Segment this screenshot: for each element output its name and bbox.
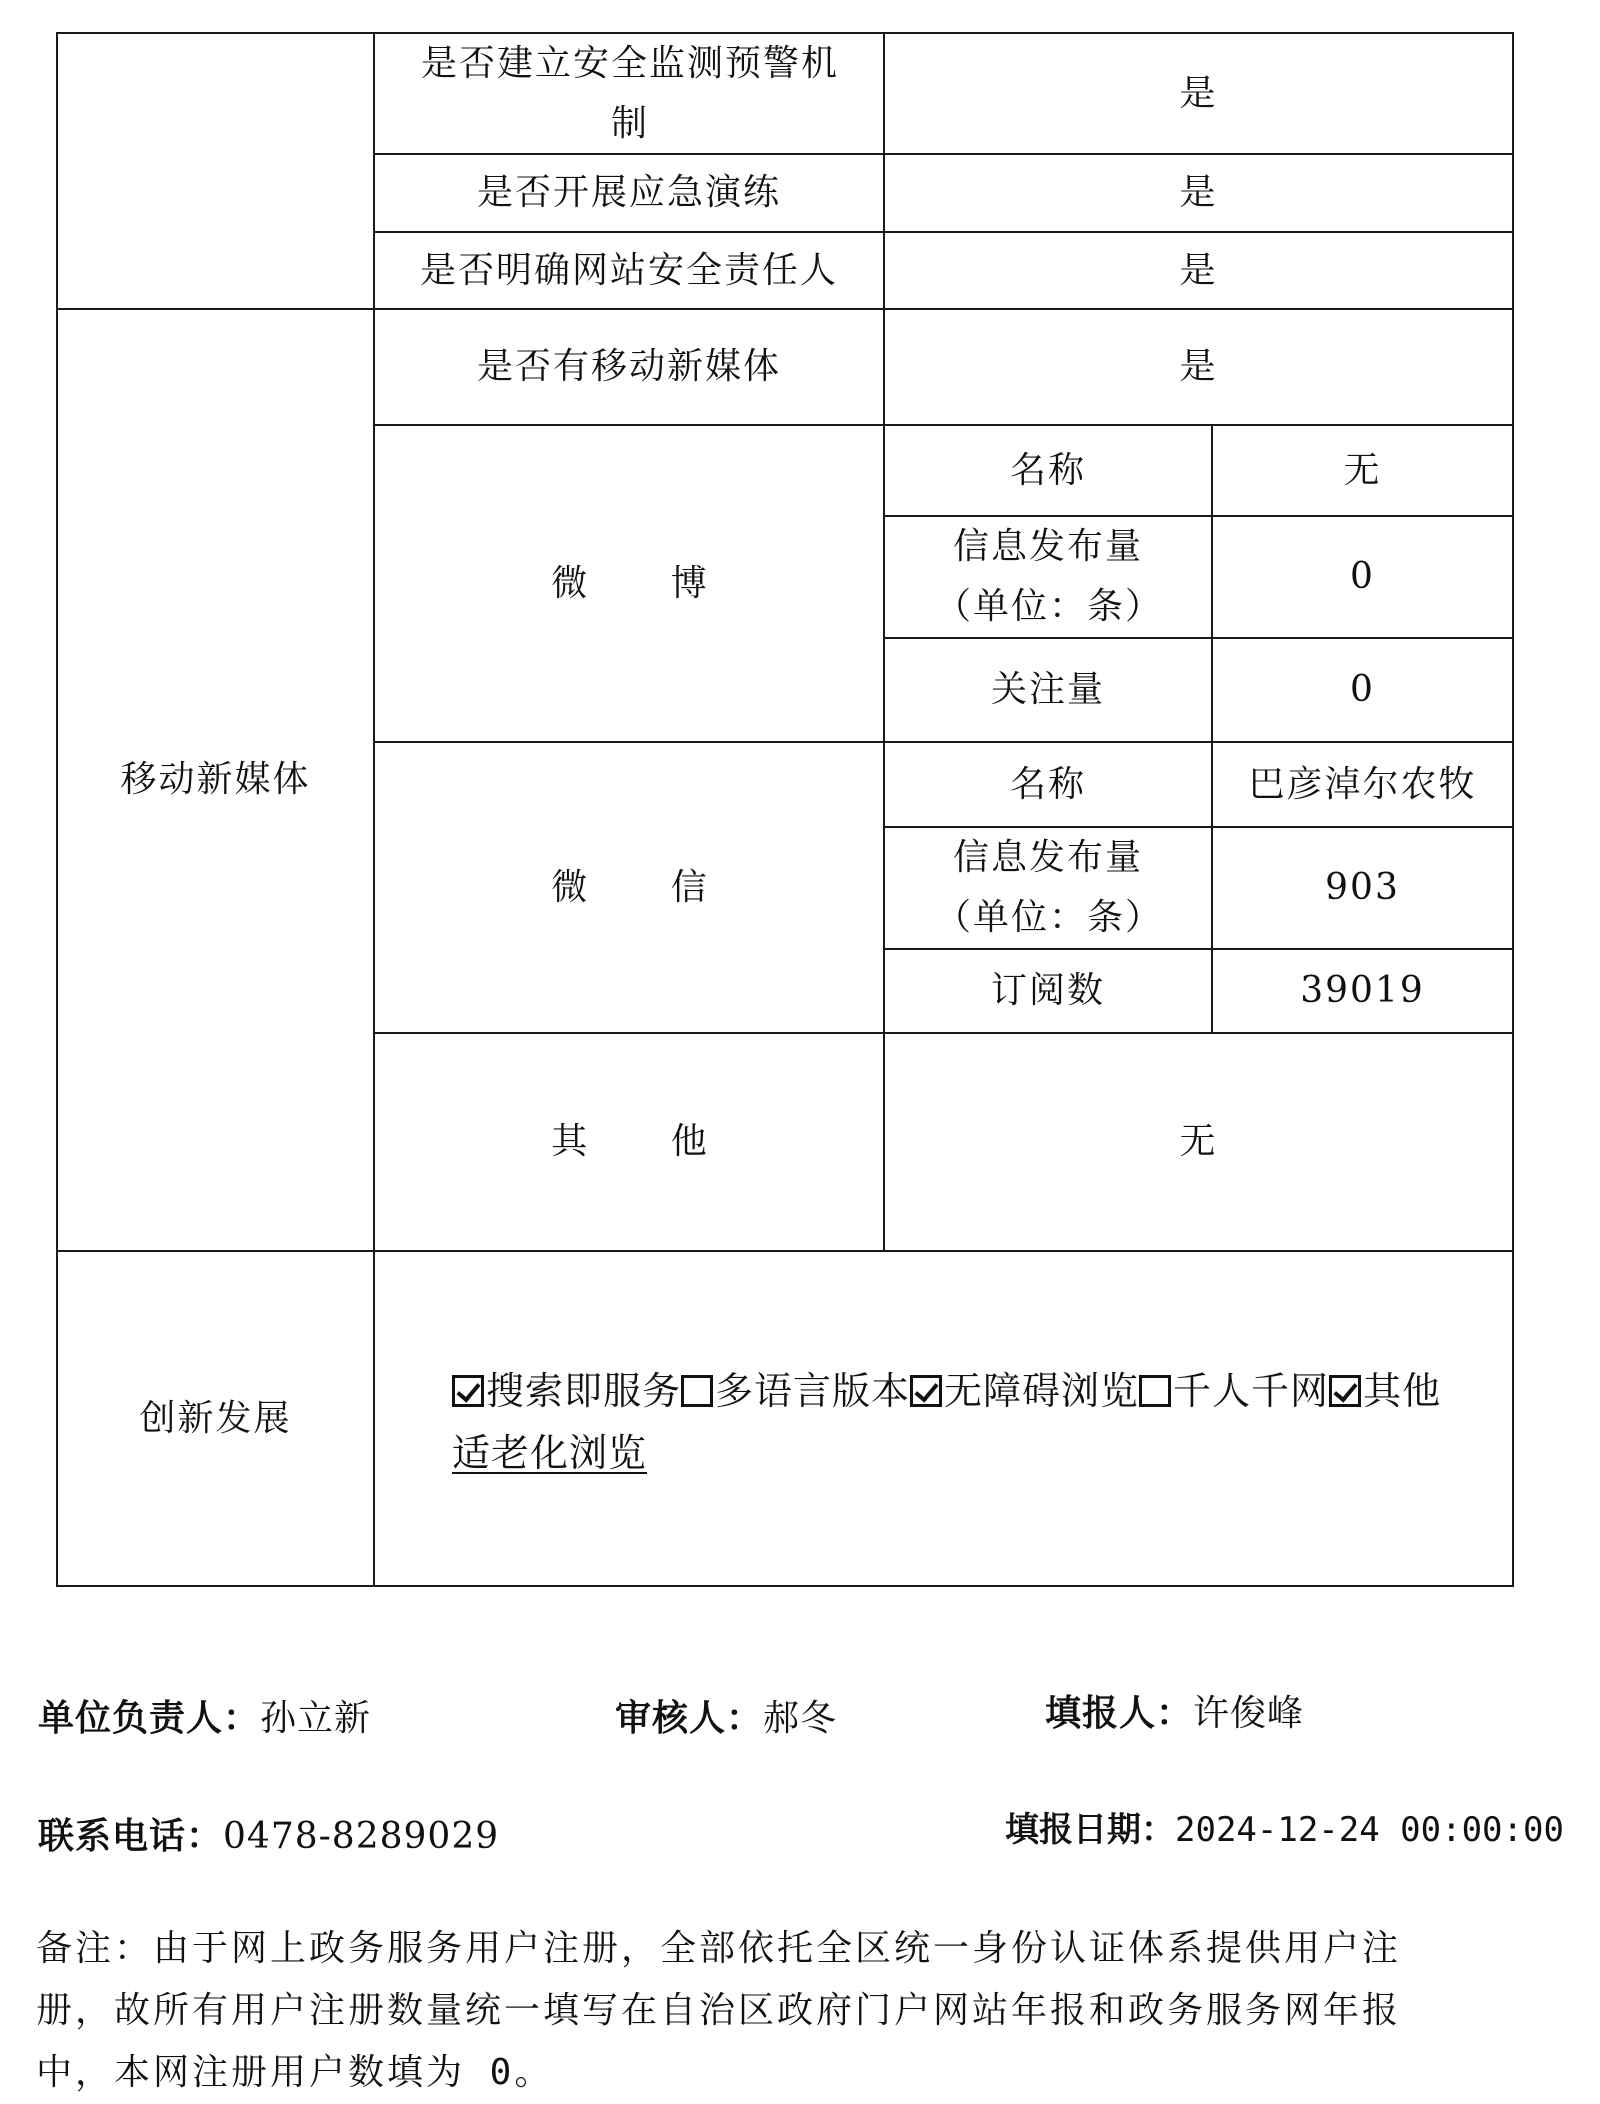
table-bottom-border [56, 1585, 1514, 1587]
wechat-subscribers-label: 订阅数 [990, 970, 1105, 1011]
wechat-posts-label: 信息发布量（单位：条） [935, 837, 1164, 938]
checkbox-checked-icon[interactable] [1329, 1375, 1361, 1407]
innovation-options [452, 1360, 1512, 1484]
option-label: 千人千网 [1173, 1369, 1330, 1413]
weibo-followers-label: 关注量 [990, 669, 1105, 710]
weibo-label: 微 博 [551, 562, 743, 604]
unit-head-label: 单位负责人： [38, 1697, 261, 1739]
reviewer [615, 1690, 837, 1741]
weibo-posts-value: 0 [1350, 556, 1375, 597]
wechat-posts-value: 903 [1325, 867, 1400, 908]
phone-value: 0478-8289029 [223, 1816, 500, 1857]
filler [1045, 1685, 1304, 1736]
mobile-media-section-label: 移动新媒体 [120, 759, 311, 800]
phone [38, 1808, 499, 1859]
unit-head-value: 孙立新 [260, 1698, 372, 1739]
innovation-section-label: 创新发展 [139, 1397, 292, 1439]
wechat-subscribers-value: 39019 [1300, 970, 1425, 1011]
option-other[interactable] [1329, 1369, 1441, 1413]
table-right-border [1512, 32, 1514, 1587]
checkbox-checked-icon[interactable] [452, 1375, 484, 1407]
option-search-service[interactable] [452, 1369, 681, 1413]
security-monitoring-value: 是 [1179, 72, 1218, 114]
reviewer-label: 审核人： [615, 1697, 764, 1739]
reviewer-value: 郝冬 [763, 1698, 838, 1739]
security-officer-label: 是否明确网站安全责任人 [419, 249, 838, 291]
emergency-drill-label: 是否开展应急演练 [476, 172, 781, 213]
fill-date-label: 填报日期： [1005, 1810, 1175, 1850]
wechat-label: 微 信 [551, 866, 743, 908]
wechat-name-value: 巴彦淖尔农牧 [1248, 763, 1477, 805]
option-label: 其他 [1363, 1369, 1442, 1413]
filler-value: 许俊峰 [1193, 1693, 1305, 1734]
checkbox-unchecked-icon[interactable] [681, 1375, 713, 1407]
fill-date-value: 2024-12-24 00:00:00 [1175, 1810, 1564, 1850]
innovation-other-text: 适老化浏览 [452, 1431, 648, 1475]
has-mobile-media-value: 是 [1179, 346, 1218, 387]
option-personalized[interactable] [1139, 1369, 1329, 1413]
security-monitoring-label: 是否建立安全监测预警机制 [420, 42, 839, 144]
remark-note: 备注：由于网上政务服务用户注册，全部依托全区统一身份认证体系提供用户注册，故所有用户注册数量统一填写在自治区政府门户网站年报和政务服务网年报中，本网注册用户数填为 0。 [36, 1928, 1402, 2093]
weibo-posts-label: 信息发布量（单位：条） [935, 526, 1164, 627]
weibo-name-value: 无 [1343, 449, 1382, 491]
has-mobile-media-label: 是否有移动新媒体 [476, 346, 781, 387]
filler-label: 填报人： [1045, 1692, 1194, 1734]
option-label: 多语言版本 [715, 1369, 911, 1413]
fill-date [1005, 1802, 1564, 1851]
wechat-name-label: 名称 [1009, 763, 1086, 805]
phone-label: 联系电话： [38, 1815, 224, 1857]
option-multilanguage[interactable] [681, 1369, 910, 1413]
weibo-name-label: 名称 [1009, 449, 1086, 491]
option-accessibility[interactable] [910, 1369, 1139, 1413]
security-officer-value: 是 [1179, 249, 1218, 291]
option-label: 搜索即服务 [486, 1369, 682, 1413]
checkbox-unchecked-icon[interactable] [1139, 1375, 1171, 1407]
checkbox-checked-icon[interactable] [910, 1375, 942, 1407]
other-media-label: 其 他 [551, 1121, 743, 1162]
unit-head [38, 1690, 371, 1741]
option-label: 无障碍浏览 [944, 1369, 1140, 1413]
weibo-followers-value: 0 [1350, 669, 1375, 710]
other-media-value: 无 [1179, 1121, 1218, 1162]
emergency-drill-value: 是 [1179, 172, 1218, 213]
